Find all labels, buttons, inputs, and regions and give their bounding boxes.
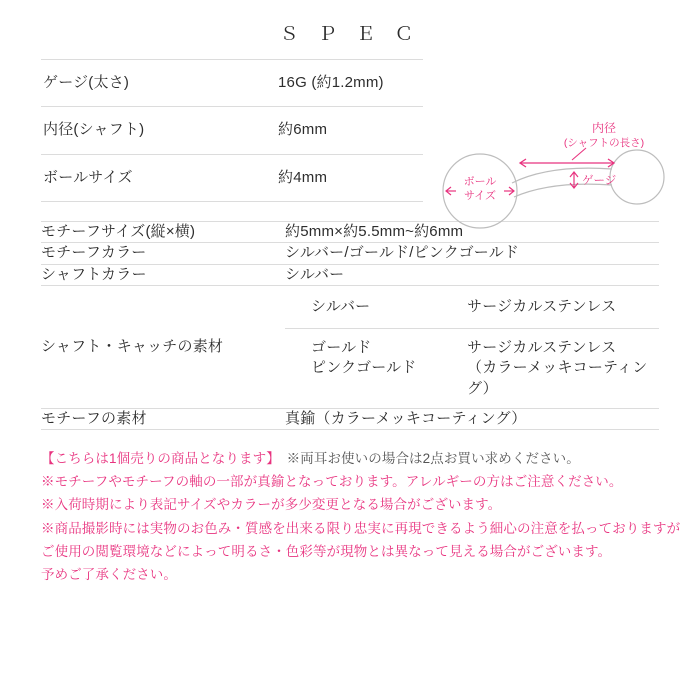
table-row	[41, 243, 659, 264]
row-label: モチーフサイズ(縦×横)	[41, 222, 285, 243]
gauge-arrow	[570, 172, 578, 188]
table-row	[41, 408, 659, 429]
row-label: モチーフカラー	[41, 243, 285, 264]
note-line: 予めご了承ください。	[41, 567, 177, 583]
table-row	[41, 264, 659, 285]
table-row-material	[41, 285, 659, 408]
basic-spec-table	[41, 59, 423, 202]
row-label: シャフトカラー	[41, 264, 285, 285]
inner-diameter-arrow	[520, 159, 614, 167]
material-color-pinkgold: ピンクゴールド	[311, 359, 417, 377]
ball-size-label-line2: サイズ	[463, 190, 497, 202]
note-bracket: 【こちらは1個売りの商品となります】	[41, 451, 274, 466]
top-section	[0, 59, 700, 205]
material-name: サージカルステンレス	[467, 297, 617, 315]
row-value: 約5mm×約5.5mm~約6mm	[285, 222, 659, 243]
note-line: ご使用の閲覧環境などによって明るさ・色彩等が現物とは異なって見える場合がございます。	[41, 543, 612, 559]
row-label: ボールサイズ	[41, 154, 250, 201]
note-line: ※商品撮影時には実物のお色み・質感を出来る限り忠実に再現できるよう細心の注意を払っておりますが	[41, 520, 681, 536]
inner-diameter-label: 内径	[591, 121, 617, 135]
inner-diameter-sublabel: (シャフトの長さ)	[563, 137, 645, 149]
row-label: シャフト・キャッチの素材	[41, 285, 285, 408]
diagram-svg	[434, 115, 682, 241]
row-value: 約4mm	[250, 154, 423, 201]
material-color-group	[311, 338, 467, 399]
note-line: ※モチーフやモチーフの軸の一部が真鍮となっております。アレルギーの方はご注意ください。	[41, 474, 623, 490]
row-label: モチーフの素材	[41, 408, 285, 429]
row-value	[285, 285, 659, 408]
row-label: ゲージ(太さ)	[41, 60, 250, 107]
table-row	[41, 107, 423, 154]
row-value: 16G (約1.2mm)	[250, 60, 423, 107]
material-name-steel: サージカルステンレス	[467, 339, 617, 356]
ball-size-label-line1: ボール	[463, 176, 497, 188]
material-color: シルバー	[311, 297, 371, 315]
page-title: Ｓ Ｐ Ｅ Ｃ	[279, 24, 421, 45]
table-row	[41, 60, 423, 107]
material-color-gold: ゴールド	[311, 339, 372, 356]
notes-block	[41, 447, 681, 586]
row-value: 真鍮（カラーメッキコーティング）	[285, 408, 659, 429]
detail-spec-table	[41, 221, 659, 430]
material-line-silver	[285, 286, 659, 328]
note-rest: ※両耳お使いの場合は2点お買い求めください。	[273, 451, 580, 466]
material-name-group	[467, 338, 655, 399]
row-value: シルバー/ゴールド/ピンクゴールド	[285, 243, 659, 264]
material-name-coating: （カラーメッキコーティング）	[467, 359, 648, 397]
material-line-gold	[285, 328, 659, 408]
row-value: 約6mm	[250, 107, 423, 154]
table-row	[41, 154, 423, 201]
note-line	[41, 447, 659, 470]
gauge-label: ゲージ	[582, 175, 617, 187]
piercing-diagram	[434, 115, 682, 241]
row-label: 内径(シャフト)	[41, 107, 250, 154]
row-value: シルバー	[285, 264, 659, 285]
note-line: ※入荷時期により表記サイズやカラーが多少変更となる場合がございます。	[41, 497, 502, 513]
